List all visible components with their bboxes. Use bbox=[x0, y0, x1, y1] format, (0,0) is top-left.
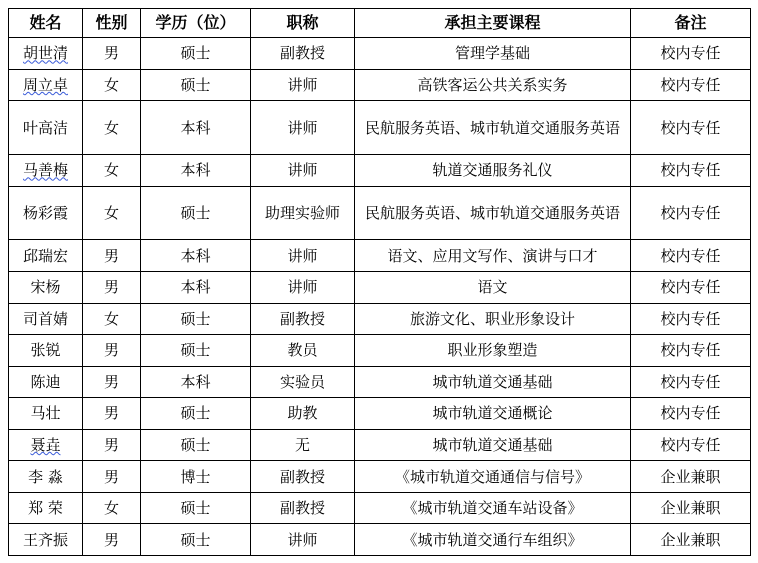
cell-gender: 男 bbox=[83, 240, 141, 272]
header-degree: 学历（位） bbox=[141, 9, 251, 38]
cell-note: 校内专任 bbox=[631, 155, 751, 187]
cell-degree: 硕士 bbox=[141, 524, 251, 556]
table-row bbox=[9, 69, 751, 101]
cell-note: 校内专任 bbox=[631, 240, 751, 272]
cell-note: 企业兼职 bbox=[631, 524, 751, 556]
cell-note: 校内专任 bbox=[631, 366, 751, 398]
cell-name: 马善梅 bbox=[9, 155, 83, 187]
cell-degree: 硕士 bbox=[141, 38, 251, 70]
cell-gender: 女 bbox=[83, 101, 141, 155]
cell-name: 杨彩霞 bbox=[9, 186, 83, 240]
cell-title: 副教授 bbox=[251, 303, 355, 335]
cell-title: 讲师 bbox=[251, 155, 355, 187]
cell-title: 实验员 bbox=[251, 366, 355, 398]
cell-gender: 男 bbox=[83, 38, 141, 70]
cell-degree: 硕士 bbox=[141, 303, 251, 335]
cell-gender: 男 bbox=[83, 335, 141, 367]
cell-title: 助理实验师 bbox=[251, 186, 355, 240]
header-title: 职称 bbox=[251, 9, 355, 38]
cell-name: 李 淼 bbox=[9, 461, 83, 493]
cell-course: 城市轨道交通概论 bbox=[355, 398, 631, 430]
cell-title: 讲师 bbox=[251, 69, 355, 101]
cell-course: 民航服务英语、城市轨道交通服务英语 bbox=[355, 186, 631, 240]
cell-gender: 男 bbox=[83, 461, 141, 493]
cell-course: 语文、应用文写作、演讲与口才 bbox=[355, 240, 631, 272]
cell-name: 叶高洁 bbox=[9, 101, 83, 155]
cell-course: 民航服务英语、城市轨道交通服务英语 bbox=[355, 101, 631, 155]
cell-course: 语文 bbox=[355, 272, 631, 304]
cell-gender: 男 bbox=[83, 272, 141, 304]
cell-gender: 男 bbox=[83, 429, 141, 461]
cell-degree: 硕士 bbox=[141, 186, 251, 240]
cell-gender: 男 bbox=[83, 366, 141, 398]
table-row bbox=[9, 272, 751, 304]
cell-note: 校内专任 bbox=[631, 429, 751, 461]
cell-course: 《城市轨道交通行车组织》 bbox=[355, 524, 631, 556]
cell-degree: 硕士 bbox=[141, 429, 251, 461]
header-row bbox=[9, 9, 751, 38]
cell-title: 副教授 bbox=[251, 38, 355, 70]
cell-course: 轨道交通服务礼仪 bbox=[355, 155, 631, 187]
cell-title: 无 bbox=[251, 429, 355, 461]
cell-degree: 本科 bbox=[141, 366, 251, 398]
cell-note: 企业兼职 bbox=[631, 461, 751, 493]
cell-note: 校内专任 bbox=[631, 69, 751, 101]
cell-gender: 女 bbox=[83, 492, 141, 524]
cell-gender: 女 bbox=[83, 186, 141, 240]
table-row bbox=[9, 101, 751, 155]
header-gender: 性别 bbox=[83, 9, 141, 38]
cell-degree: 本科 bbox=[141, 240, 251, 272]
cell-degree: 硕士 bbox=[141, 335, 251, 367]
cell-name: 张锐 bbox=[9, 335, 83, 367]
cell-degree: 硕士 bbox=[141, 69, 251, 101]
cell-note: 校内专任 bbox=[631, 101, 751, 155]
cell-note: 校内专任 bbox=[631, 186, 751, 240]
table-row bbox=[9, 335, 751, 367]
cell-name: 邱瑞宏 bbox=[9, 240, 83, 272]
cell-note: 校内专任 bbox=[631, 335, 751, 367]
header-course: 承担主要课程 bbox=[355, 9, 631, 38]
cell-note: 校内专任 bbox=[631, 38, 751, 70]
cell-course: 旅游文化、职业形象设计 bbox=[355, 303, 631, 335]
cell-name: 胡世清 bbox=[9, 38, 83, 70]
faculty-table bbox=[8, 8, 751, 556]
cell-name: 郑 荣 bbox=[9, 492, 83, 524]
cell-course: 城市轨道交通基础 bbox=[355, 429, 631, 461]
table-row bbox=[9, 398, 751, 430]
table-row bbox=[9, 240, 751, 272]
cell-degree: 本科 bbox=[141, 155, 251, 187]
cell-degree: 硕士 bbox=[141, 398, 251, 430]
cell-course: 《城市轨道交通车站设备》 bbox=[355, 492, 631, 524]
table-row bbox=[9, 429, 751, 461]
cell-name: 司首婧 bbox=[9, 303, 83, 335]
cell-course: 职业形象塑造 bbox=[355, 335, 631, 367]
cell-course: 《城市轨道交通通信与信号》 bbox=[355, 461, 631, 493]
cell-name: 马壮 bbox=[9, 398, 83, 430]
cell-title: 讲师 bbox=[251, 524, 355, 556]
cell-title: 讲师 bbox=[251, 240, 355, 272]
table-row bbox=[9, 492, 751, 524]
cell-note: 校内专任 bbox=[631, 303, 751, 335]
table-row bbox=[9, 155, 751, 187]
table-row bbox=[9, 366, 751, 398]
cell-gender: 男 bbox=[83, 398, 141, 430]
cell-name: 王齐振 bbox=[9, 524, 83, 556]
cell-name: 宋杨 bbox=[9, 272, 83, 304]
table-row bbox=[9, 186, 751, 240]
cell-title: 讲师 bbox=[251, 101, 355, 155]
cell-gender: 女 bbox=[83, 155, 141, 187]
cell-note: 企业兼职 bbox=[631, 492, 751, 524]
cell-title: 讲师 bbox=[251, 272, 355, 304]
cell-degree: 硕士 bbox=[141, 492, 251, 524]
header-note: 备注 bbox=[631, 9, 751, 38]
table-row bbox=[9, 38, 751, 70]
cell-gender: 女 bbox=[83, 303, 141, 335]
cell-course: 城市轨道交通基础 bbox=[355, 366, 631, 398]
cell-note: 校内专任 bbox=[631, 398, 751, 430]
cell-note: 校内专任 bbox=[631, 272, 751, 304]
cell-name: 聂垚 bbox=[9, 429, 83, 461]
cell-title: 助教 bbox=[251, 398, 355, 430]
cell-gender: 女 bbox=[83, 69, 141, 101]
cell-course: 管理学基础 bbox=[355, 38, 631, 70]
cell-degree: 博士 bbox=[141, 461, 251, 493]
cell-title: 教员 bbox=[251, 335, 355, 367]
table-row bbox=[9, 303, 751, 335]
cell-gender: 男 bbox=[83, 524, 141, 556]
cell-name: 陈迪 bbox=[9, 366, 83, 398]
cell-title: 副教授 bbox=[251, 461, 355, 493]
cell-degree: 本科 bbox=[141, 272, 251, 304]
cell-degree: 本科 bbox=[141, 101, 251, 155]
header-name: 姓名 bbox=[9, 9, 83, 38]
cell-name: 周立卓 bbox=[9, 69, 83, 101]
cell-course: 高铁客运公共关系实务 bbox=[355, 69, 631, 101]
table-row bbox=[9, 461, 751, 493]
table-row bbox=[9, 524, 751, 556]
cell-title: 副教授 bbox=[251, 492, 355, 524]
